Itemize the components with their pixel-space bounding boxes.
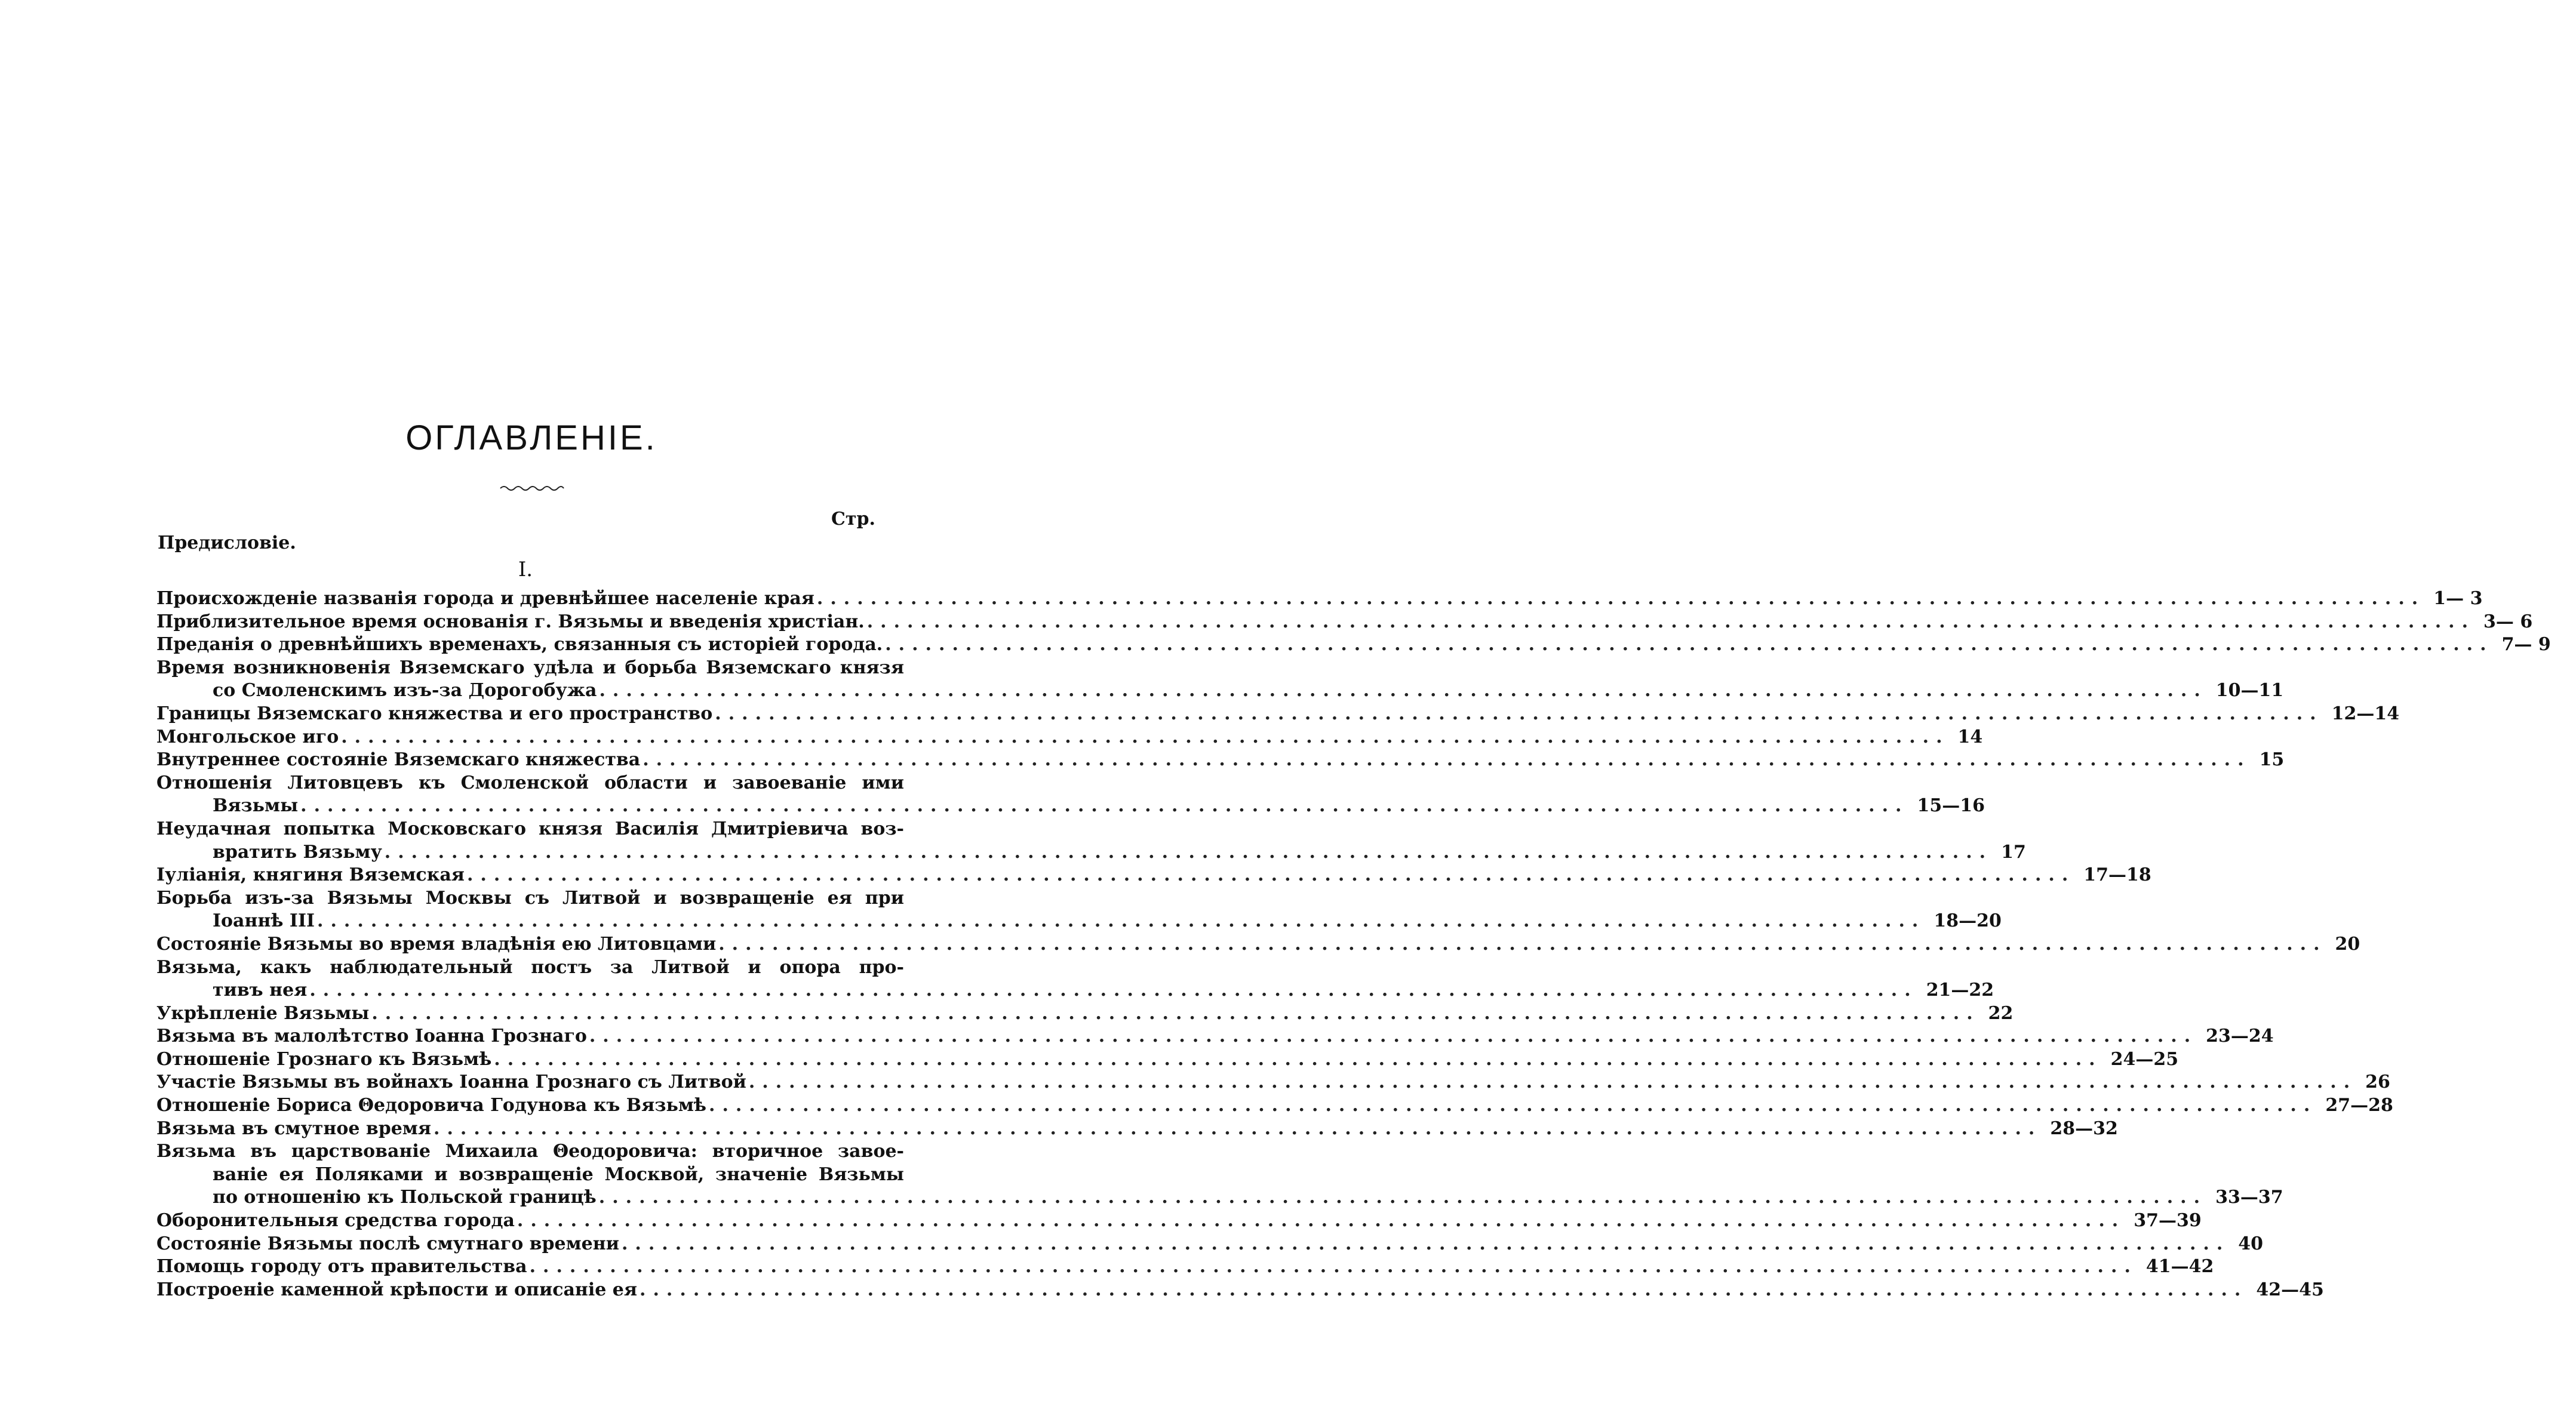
toc-entry-title: Участіе Вязьмы въ войнахъ Іоанна Грознаго съ Литвой [156,1072,746,1093]
dot-leader: ........................................................................................................................ [309,980,1918,1001]
toc-entry [156,1140,2283,1209]
toc-entry-page: 26 [2365,1072,2390,1093]
toc-entry-line [156,749,2285,772]
dot-leader: ........................................................................................................................ [384,841,1993,863]
dot-leader: ........................................................................................................................ [466,864,2076,886]
toc-entry-title: Происхожденіе названія города и древнѣйшее населеніе края [156,588,814,609]
toc-entry-title: Состояніе Вязьмы во время владѣнія ею Литовцами [156,933,717,955]
toc-entry-line [156,910,2002,933]
toc-entry [156,864,2151,887]
toc-entry-title: Вязьма въ малолѣтство Іоанна Грознаго [156,1026,587,1047]
toc-entry-page: 33—37 [2215,1187,2283,1208]
toc-entry-title: Борьба изъ-за Вязьмы Москвы съ Литвой и возвращеніе ея при [156,887,904,909]
dot-leader: ........................................................................................................................ [640,1279,2248,1300]
toc-entry-title: Границы Вяземскаго княжества и его пространство [156,703,713,724]
toc-entry-title: Іоаннѣ III [213,910,315,932]
toc-entry-page: 42—45 [2256,1279,2324,1300]
toc-entry-title: Построеніе каменной крѣпости и описаніе ея [156,1279,638,1300]
dot-leader: ........................................................................................................................ [709,1095,2317,1116]
toc-entry-title: Оборонительныя средства города [156,1210,515,1232]
toc-entry-page: 27—28 [2325,1095,2393,1116]
toc-entry-line [156,818,904,841]
toc-entry-title: Преданія о древнѣйшихъ временахъ, связанныя съ исторіей города. [156,634,883,655]
toc-entry-page: 7— 9 [2501,634,2551,655]
toc-entry [156,633,2551,657]
toc-entry-page: 23—24 [2206,1026,2274,1047]
dot-leader: ........................................................................................................................ [621,1233,2230,1254]
toc-entry-line [156,1233,2264,1256]
toc-entry-title: Вязьма въ смутное время [156,1118,432,1139]
toc-entry-line [156,1025,2274,1048]
toc-entry-line [156,772,904,795]
toc-entry-line [156,1002,2014,1026]
toc-entry-line [156,1279,2324,1302]
toc-entry-page: 17 [2001,841,2026,863]
toc-entry [156,1233,2264,1256]
toc-entry-title: Укрѣпленіе Вязьмы [156,1002,370,1024]
toc-entry-title: Отношеніе Грознаго къ Вязьмѣ [156,1048,492,1070]
toc-entry-page: 15 [2259,749,2285,771]
toc-entry [156,887,2002,933]
toc-entry [156,933,2360,956]
toc-entry-page: 14 [1957,726,1983,747]
dot-leader: ........................................................................................................................ [643,749,2251,771]
dot-leader: ........................................................................................................................ [529,1256,2138,1278]
toc-entry-line [156,1071,2390,1094]
table-of-contents [156,587,2551,1301]
toc-entry-line [156,633,2551,657]
toc-entry [156,956,1994,1002]
toc-entry-line [156,1164,904,1187]
toc-entry-title: тивъ нея [213,980,308,1001]
toc-entry-page: 37—39 [2134,1210,2202,1232]
toc-entry-title: Отношеніе Бориса Θедоровича Годунова къ Вязьмѣ [156,1095,706,1116]
toc-entry [156,1071,2390,1094]
toc-entry [156,587,2483,611]
toc-entry-page: 1— 3 [2433,588,2483,609]
toc-entry-page: 24—25 [2110,1048,2179,1070]
dot-leader: ........................................................................................................................ [434,1118,2042,1139]
toc-entry-page: 22 [1988,1002,2014,1024]
page-title: ОГЛАВЛЕНІЕ. [405,418,657,457]
toc-entry [156,611,2533,634]
dot-leader: ........................................................................................................................ [589,1026,2198,1047]
dot-leader: ........................................................................................................................ [494,1048,2102,1070]
toc-entry-line [156,1048,2179,1072]
toc-entry-title: Внутреннее состояніе Вяземскаго княжества [156,749,641,771]
dot-leader: ........................................................................................................................ [866,611,2476,632]
dot-leader: ........................................................................................................................ [816,588,2426,609]
toc-entry [156,1048,2179,1072]
toc-entry-line [156,587,2483,611]
toc-entry [156,749,2285,772]
toc-entry-title: Помощь городу отъ правительства [156,1256,527,1278]
toc-entry-page: 10—11 [2215,680,2284,701]
toc-entry-page: 20 [2335,933,2360,955]
toc-entry-line [156,726,1983,749]
toc-entry-page: 3— 6 [2483,611,2533,632]
toc-entry-line [156,703,2400,726]
toc-entry-title: Неудачная попытка Московскаго князя Василія Дмитріевича воз- [156,818,904,839]
toc-entry-line [156,795,1985,818]
toc-entry-line [156,979,1994,1002]
toc-entry [156,1255,2214,1279]
toc-entry-line [156,956,904,980]
toc-entry-line [156,1209,2202,1233]
toc-entry [156,818,2026,864]
dot-leader: ........................................................................................................................ [885,634,2494,655]
toc-entry [156,726,1983,749]
toc-entry-line [156,1186,2283,1209]
toc-entry [156,657,2284,703]
dot-leader: ........................................................................................................................ [341,726,1950,747]
toc-entry [156,1025,2274,1048]
toc-entry [156,1279,2324,1302]
toc-entry-line [156,1255,2214,1279]
toc-entry-title: Вязьма, какъ наблюдательный постъ за Литвой и опора про- [156,956,904,978]
toc-entry-title: ваніе ея Поляками и возвращеніе Москвой, значеніе Вязьмы [213,1164,904,1185]
toc-entry-page: 41—42 [2145,1256,2214,1278]
toc-entry-title: Вязьма въ царствованіе Михаила Θеодоровича: вторичное завое- [156,1141,904,1162]
toc-entry [156,1094,2393,1118]
toc-entry-page: 40 [2238,1233,2264,1254]
toc-entry-line [156,887,904,910]
toc-entry-line [156,1140,904,1164]
dot-leader: ........................................................................................................................ [715,703,2323,724]
toc-entry-line [156,679,2284,703]
page-column-label: Стр. [831,509,875,530]
toc-entry-title: Іуліанія, княгиня Вяземская [156,864,465,886]
dot-leader: ........................................................................................................................ [517,1210,2126,1232]
toc-entry-page: 17—18 [2083,864,2151,886]
toc-entry-title: Состояніе Вязьмы послѣ смутнаго времени [156,1233,619,1254]
toc-entry-title: по отношенію къ Польской границѣ [213,1187,597,1208]
toc-entry-line [156,1118,2118,1141]
toc-entry [156,772,1985,818]
toc-entry-title: Отношенія Литовцевъ къ Смоленской области и завоеваніе ими [156,772,904,793]
dot-leader: ........................................................................................................................ [599,680,2208,701]
toc-entry [156,1118,2118,1141]
dot-leader: ........................................................................................................................ [371,1002,1980,1024]
toc-entry-line [156,1094,2393,1118]
section-number: I. [518,558,533,581]
ornament-divider-icon [499,484,565,493]
toc-entry-line [156,933,2360,956]
toc-entry-title: вратить Вязьму [213,841,382,863]
toc-entry [156,1209,2202,1233]
toc-entry-title: со Смоленскимъ изъ-за Дорогобужа [213,680,597,701]
dot-leader: ........................................................................................................................ [300,795,1909,817]
dot-leader: ........................................................................................................................ [718,933,2327,955]
toc-entry-line [156,841,2026,864]
toc-entry-title: Вязьмы [213,795,299,817]
toc-entry-page: 21—22 [1926,980,1994,1001]
toc-entry-page: 12—14 [2331,703,2400,724]
toc-entry [156,1002,2014,1026]
toc-entry-page: 15—16 [1917,795,1985,817]
toc-entry-line [156,864,2151,887]
toc-entry-title: Монгольское иго [156,726,339,747]
dot-leader: ........................................................................................................................ [317,910,1926,932]
preface-entry: Предисловіе. [158,533,296,553]
dot-leader: ........................................................................................................................ [598,1187,2208,1208]
toc-entry-line [156,611,2533,634]
toc-entry-page: 18—20 [1933,910,2002,932]
toc-entry [156,703,2400,726]
toc-entry-title: Приблизительное время основанія г. Вязьмы и введенія христіан. [156,611,865,632]
toc-entry-page: 28—32 [2050,1118,2118,1139]
toc-entry-line [156,657,904,680]
toc-entry-title: Время возникновенія Вяземскаго удѣла и борьба Вяземскаго князя [156,657,904,678]
dot-leader: ........................................................................................................................ [748,1072,2357,1093]
